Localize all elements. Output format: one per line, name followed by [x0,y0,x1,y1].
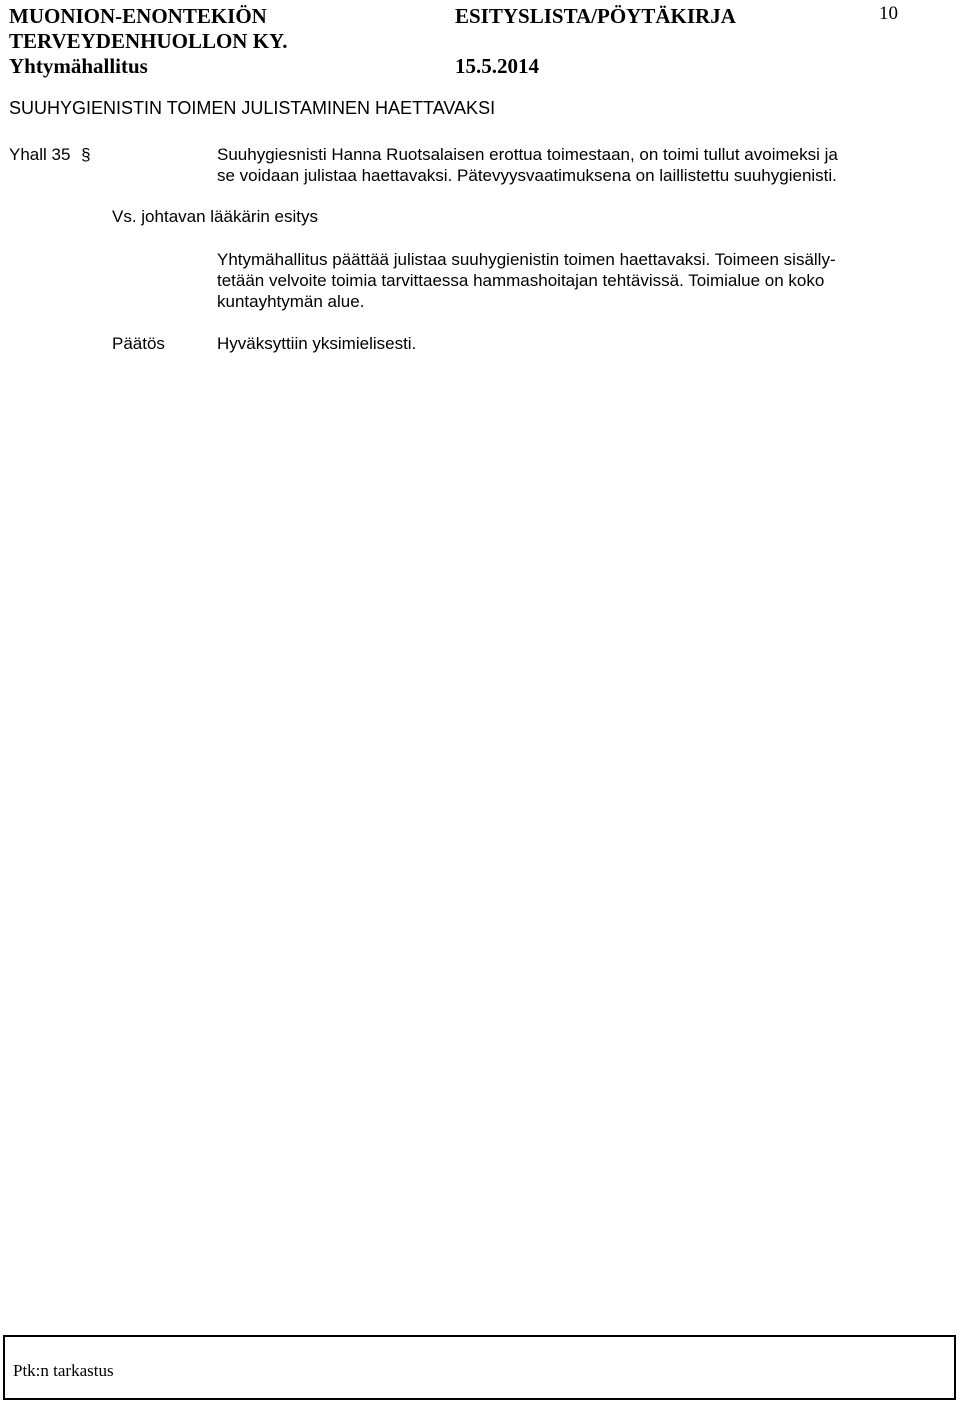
meeting-date: 15.5.2014 [455,54,539,78]
minutes-check-box [3,1335,956,1400]
intro-line-2: se voidaan julistaa haettavaksi. Pätevyysvaatimuksena on laillistettu suuhygienisti. [217,166,837,185]
decision-label: Päätös [112,334,165,353]
section-title: SUUHYGIENISTIN TOIMEN JULISTAMINEN HAETTAVAKSI [9,98,496,118]
proposal-line-3: kuntayhtymän alue. [217,292,365,311]
case-reference [9,144,91,165]
proposal-line-2: tetään velvoite toimia tarvittaessa hammashoitajan tehtävissä. Toimialue on koko [217,271,825,290]
page-number: 10 [879,3,898,24]
organization-name-line1: MUONION-ENONTEKIÖN [9,4,267,28]
proposal-label: Vs. johtavan lääkärin esitys [112,207,318,226]
governing-body-name: Yhtymähallitus [9,54,148,78]
decision-text: Hyväksyttiin yksimielisesti. [217,334,417,353]
proposal-paragraph [217,249,917,312]
minutes-check-label: Ptk:n tarkastus [13,1361,114,1380]
intro-line-1: Suuhygiesnisti Hanna Ruotsalaisen erottua toimestaan, on toimi tullut avoimeksi ja [217,145,838,164]
intro-paragraph [217,144,917,186]
section-symbol: § [81,145,91,164]
case-number: Yhall 35 [9,145,71,164]
organization-name-line2: TERVEYDENHUOLLON KY. [9,29,288,53]
proposal-line-1: Yhtymähallitus päättää julistaa suuhygienistin toimen haettavaksi. Toimeen sisälly- [217,250,836,269]
document-type: ESITYSLISTA/PÖYTÄKIRJA [455,4,736,28]
